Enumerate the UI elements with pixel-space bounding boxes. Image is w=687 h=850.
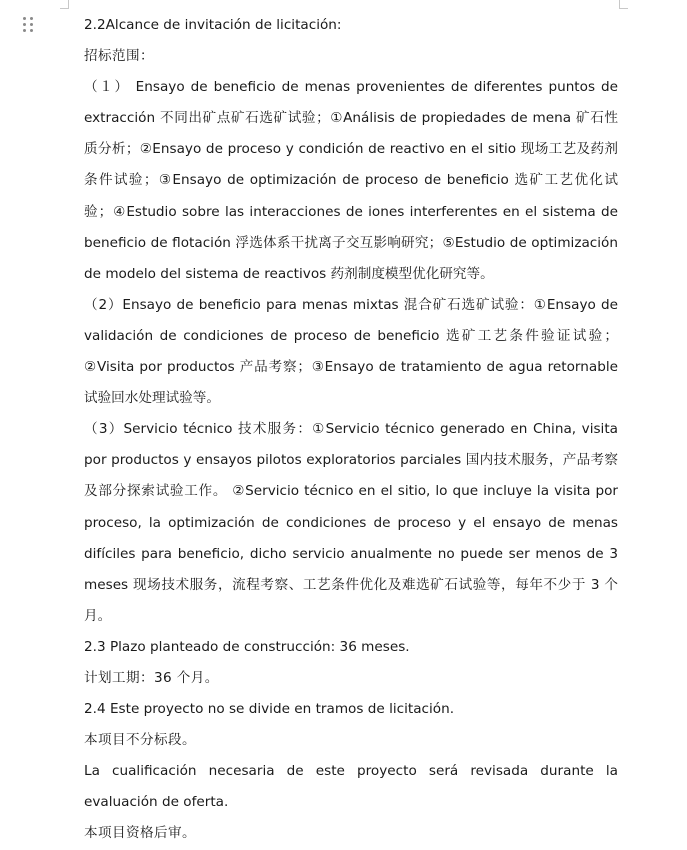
document-body xyxy=(84,10,618,850)
qualification-note-cn: 本项目资格后审。 xyxy=(84,825,196,842)
section-2-2-heading: 2.2Alcance de invitación de licitación: xyxy=(84,17,342,33)
page-corner-mark-right xyxy=(619,0,628,9)
qualification-note: La cualificación necesaria de este proyecto será revisada durante la evaluación de oferta. xyxy=(84,763,618,811)
scope-item-3: （3）Servicio técnico 技术服务：①Servicio técnico generado en China, visita por productos y ensayos pilotos exploratorios parciales 国内技术服务，产品考察及部分探索试验工作。 ②Servicio técnico en el sitio, lo que incluye la visita por proceso, la optimización de condiciones de proceso y el ensayo de menas difíciles para beneficio, dicho servicio anualmente no puede ser menos de 3 meses 现场技术服务，流程考察、工艺条件优化及难选矿石试验等，每年不少于 3 个月。 xyxy=(84,421,618,624)
page-corner-mark-left xyxy=(60,0,69,9)
scope-item-2: （2）Ensayo de beneficio para menas mixtas 混合矿石选矿试验：①Ensayo de validación de condiciones de proceso de beneficio 选矿工艺条件验证试验；②Visita por productos 产品考察；③Ensayo de tratamiento de agua retornable 试验回水处理试验等。 xyxy=(84,296,618,407)
section-2-2-heading-cn: 招标范围： xyxy=(84,48,154,65)
section-2-4: 2.4 Este proyecto no se divide en tramos de licitación. xyxy=(84,701,455,718)
section-2-3: 2.3 Plazo planteado de construcción: 36 meses. xyxy=(84,638,410,655)
section-2-3-cn: 计划工期：36 个月。 xyxy=(84,669,219,686)
scope-item-1: （１） Ensayo de beneficio de menas provenientes de diferentes puntos de extracción 不同出矿点矿石选矿试验；①Análisis de propiedades de mena 矿石性质分析；②Ensayo de proceso y condición de reactivo en el sitio 现场工艺及药剂条件试验；③Ensayo de optimización de proceso de beneficio 选矿工艺优化试验；④Estudio sobre las interacciones de iones interferentes en el sistema de beneficio de flotación 浮选体系干扰离子交互影响研究；⑤Estudio de optimización de modelo del sistema de reactivos 药剂制度模型优化研究等。 xyxy=(84,79,618,282)
section-2-4-cn: 本项目不分标段。 xyxy=(84,732,196,749)
drag-handle-icon[interactable] xyxy=(22,16,34,34)
